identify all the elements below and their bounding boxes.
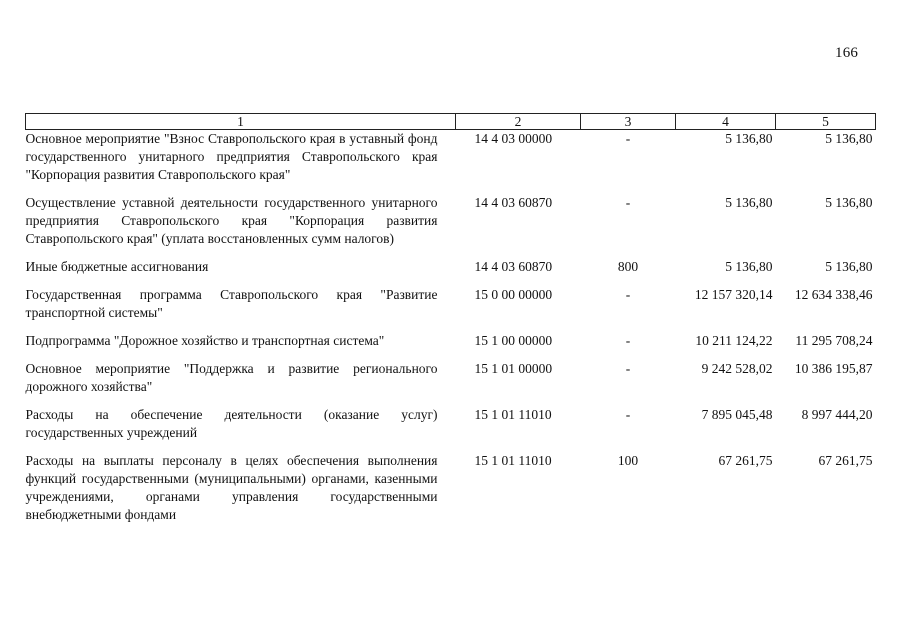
row-type: -	[625, 195, 631, 210]
header-col-3: 3	[581, 114, 676, 130]
row-amount-1: 5 136,80	[725, 131, 773, 146]
row-type: 800	[617, 259, 639, 274]
row-name: Подпрограмма "Дорожное хозяйство и транспортная система"	[25, 333, 385, 348]
row-name: Расходы на выплаты персоналу в целях обеспечения выполнения функций государственными (муниципальными) органами, казенными учреждениями, органами управления государственными внебюджетными фондами	[25, 453, 438, 522]
header-col-1: 1	[26, 114, 456, 130]
page-number: 166	[835, 45, 859, 61]
row-amount-1: 12 157 320,14	[694, 287, 773, 302]
row-amount-2: 11 295 708,24	[795, 333, 873, 348]
table-row	[26, 130, 876, 195]
row-code: 14 4 03 60870	[474, 195, 553, 210]
row-amount-2: 67 261,75	[818, 453, 873, 468]
row-type: -	[625, 361, 631, 376]
row-amount-1: 5 136,80	[725, 195, 773, 210]
row-amount-1: 9 242 528,02	[701, 361, 773, 376]
table-row	[26, 406, 876, 452]
row-code: 14 4 03 00000	[474, 131, 553, 146]
header-col-2: 2	[456, 114, 581, 130]
table-row	[26, 258, 876, 286]
row-type: -	[625, 287, 631, 302]
row-type: -	[625, 407, 631, 422]
row-code: 15 0 00 00000	[474, 287, 553, 302]
row-type: 100	[617, 453, 639, 468]
row-code: 15 1 01 00000	[474, 361, 553, 376]
row-code: 14 4 03 60870	[474, 259, 553, 274]
row-amount-1: 5 136,80	[725, 259, 773, 274]
row-name: Государственная программа Ставропольского края "Развитие транспортной системы"	[25, 287, 438, 320]
budget-table	[25, 113, 876, 524]
row-type: -	[625, 333, 631, 348]
table-row	[26, 360, 876, 406]
row-amount-2: 10 386 195,87	[794, 361, 873, 376]
row-amount-2: 5 136,80	[825, 131, 873, 146]
row-name: Основное мероприятие "Поддержка и развитие регионального дорожного хозяйства"	[25, 361, 438, 394]
table-header-row	[26, 114, 876, 130]
header-col-4: 4	[676, 114, 776, 130]
row-amount-1: 10 211 124,22	[695, 333, 773, 348]
row-amount-2: 8 997 444,20	[801, 407, 873, 422]
header-col-5: 5	[776, 114, 876, 130]
table-row	[26, 194, 876, 258]
table-row	[26, 286, 876, 332]
row-amount-2: 12 634 338,46	[794, 287, 873, 302]
row-name: Расходы на обеспечение деятельности (оказание услуг) государственных учреждений	[25, 407, 438, 440]
row-code: 15 1 01 11010	[474, 407, 552, 422]
row-code: 15 1 01 11010	[474, 453, 552, 468]
table-row	[26, 452, 876, 524]
table-row	[26, 332, 876, 360]
row-type: -	[625, 131, 631, 146]
row-code: 15 1 00 00000	[474, 333, 553, 348]
row-name: Иные бюджетные ассигнования	[25, 259, 209, 274]
row-amount-2: 5 136,80	[825, 195, 873, 210]
row-amount-1: 67 261,75	[718, 453, 773, 468]
row-name: Основное мероприятие "Взнос Ставропольского края в уставный фонд государственного унитарного предприятия Ставропольского края "Корпорация развития Ставропольского края"	[25, 131, 438, 182]
row-amount-2: 5 136,80	[825, 259, 873, 274]
row-amount-1: 7 895 045,48	[701, 407, 773, 422]
row-name: Осуществление уставной деятельности государственного унитарного предприятия Ставропольского края "Корпорация развития Ставропольского края" (уплата восстановленных сумм налогов)	[25, 195, 438, 246]
